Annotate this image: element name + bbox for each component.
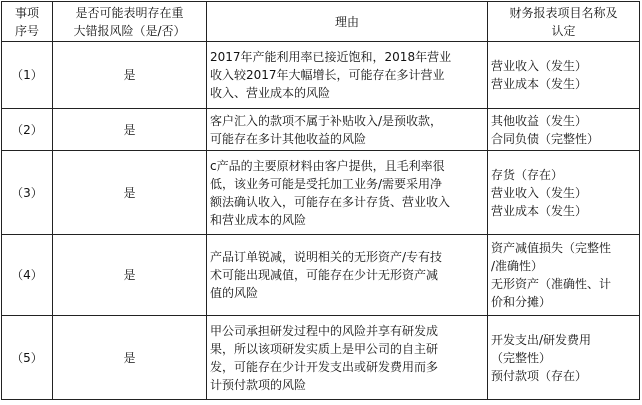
reason-line: 收入、营业成本的风险: [210, 86, 331, 100]
items-cell: [488, 109, 640, 151]
item-line: 营业收入（发生）: [491, 185, 588, 200]
item-line: /准确性）: [491, 259, 544, 273]
item-line: 开发支出/研发费用: [491, 332, 592, 347]
table-row: [2, 42, 640, 109]
reason-line: 甲公司承担研发过程中的风险并享有研发成: [210, 323, 439, 338]
reason-line: 额法确认收入，可能存在多计存货、营业收入: [210, 194, 451, 209]
item-line: 资产减值损失（完整性: [491, 241, 612, 255]
item-line: 无形资产（准确性、计: [491, 277, 612, 291]
header-text: 财务报表项目名称及: [509, 5, 618, 20]
header-risk: [53, 2, 207, 42]
item-number: （2）: [2, 109, 53, 151]
reason-line: 术可能出现减值，可能存在少计无形资产减: [210, 268, 439, 282]
reason-line: 客户汇入的款项不属于补贴收入/是预收款，: [210, 113, 443, 128]
risk-flag: 是: [53, 109, 207, 151]
item-number: （4）: [2, 235, 53, 316]
reason-line: 发，可能存在少计开发支出或研发费用而多: [210, 359, 439, 374]
items-cell: [488, 151, 640, 235]
risk-flag: 是: [53, 151, 207, 235]
item-line: 营业收入（发生）: [491, 59, 588, 73]
items-cell: [488, 235, 640, 316]
header-text: 事项: [14, 5, 39, 20]
items-cell: [488, 316, 640, 400]
reason-line: 2017年产能利用率已接近饱和，2018年营业: [210, 50, 452, 64]
risk-flag: 是: [53, 316, 207, 400]
items-cell: [488, 42, 640, 109]
item-number: （1）: [2, 42, 53, 109]
header-text: 大错报风险（是/否）: [73, 23, 186, 38]
table-row: [2, 109, 640, 151]
risk-flag: 是: [53, 235, 207, 316]
item-line: 其他收益（发生）: [491, 113, 588, 128]
header-reason: [207, 2, 488, 42]
table-row: [2, 235, 640, 316]
item-line: 营业成本（发生）: [491, 77, 588, 91]
reason-cell: [207, 151, 488, 235]
item-number: （5）: [2, 316, 53, 400]
reason-cell: [207, 316, 488, 400]
reason-line: 可能存在多计其他收益的风险: [210, 131, 367, 146]
item-line: （完整性）: [491, 350, 552, 365]
header-items: [488, 2, 640, 42]
reason-cell: [207, 235, 488, 316]
reason-line: c产品的主要原材料由客户提供，且毛利率很: [210, 158, 445, 173]
reason-line: 值的风险: [210, 286, 259, 300]
reason-line: 果，所以该项研发实质上是甲公司的自主研: [210, 341, 439, 356]
reason-line: 和营业成本的风险: [210, 212, 307, 227]
header-text: 是否可能表明存在重: [75, 5, 184, 20]
header-row: [2, 2, 640, 42]
table-row: [2, 316, 640, 400]
header-text: 理由: [334, 14, 359, 29]
header-text: 认定: [551, 23, 576, 38]
header-item-number: [2, 2, 53, 42]
reason-line: 产品订单锐减，说明相关的无形资产/专有技: [210, 250, 443, 264]
reason-line: 计预付款项的风险: [210, 377, 307, 392]
risk-table: [1, 1, 640, 400]
item-line: 合同负债（完整性）: [491, 131, 600, 146]
reason-cell: [207, 109, 488, 151]
risk-flag: 是: [53, 42, 207, 109]
item-number: （3）: [2, 151, 53, 235]
reason-cell: [207, 42, 488, 109]
header-text: 序号: [14, 23, 39, 38]
reason-line: 收入较2017年大幅增长，可能存在多计营业: [210, 68, 445, 82]
item-line: 预付款项（存在）: [491, 368, 588, 383]
item-line: 价和分摊）: [491, 295, 552, 309]
item-line: 营业成本（发生）: [491, 203, 588, 218]
table-row: [2, 151, 640, 235]
reason-line: 低，该业务可能是受托加工业务/需要采用净: [210, 176, 443, 191]
item-line: 存货（存在）: [491, 167, 564, 182]
